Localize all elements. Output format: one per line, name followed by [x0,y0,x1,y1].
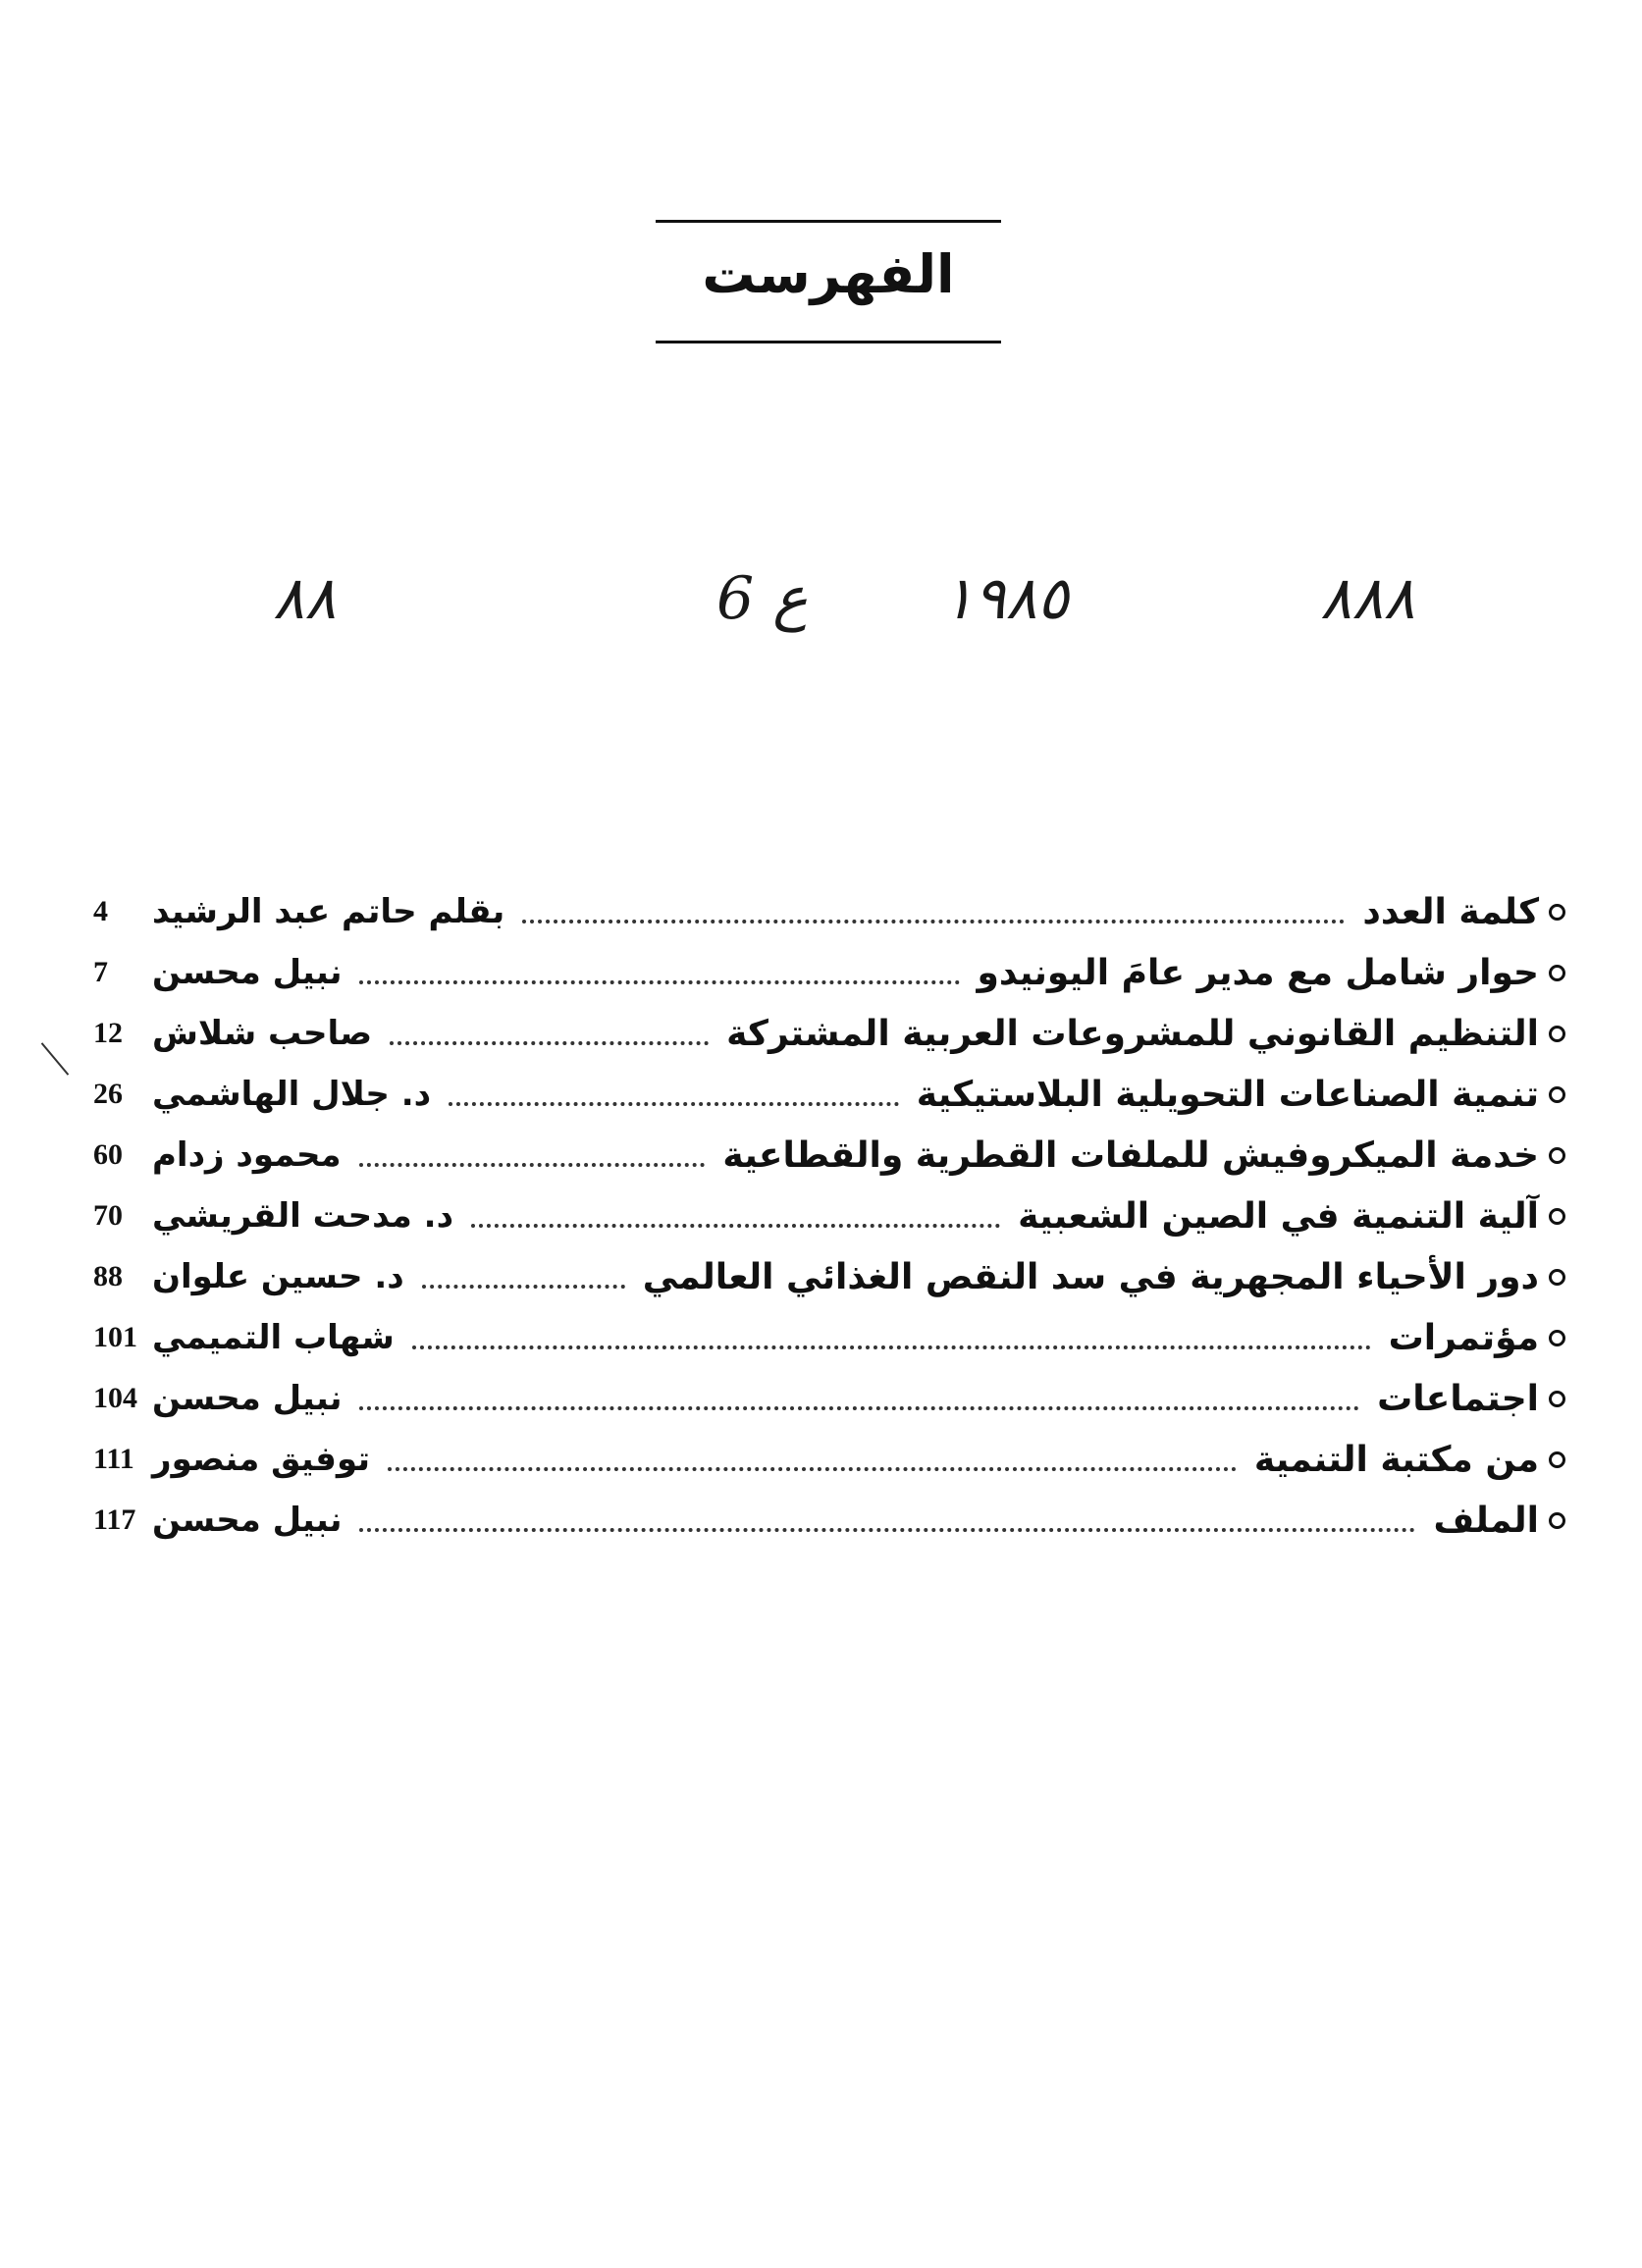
handwritten-note-part1: ٨٨٨ [1320,564,1415,633]
title-bottom-rule [656,341,1001,343]
table-of-contents [93,881,1565,1551]
toc-entry [93,1064,1565,1125]
toc-entry [93,1307,1565,1368]
bullet-circle-icon [1549,1451,1565,1468]
bullet-circle-icon [1549,965,1565,981]
toc-entry-author: توفيق منصور [152,1440,371,1479]
dot-leader [422,1285,625,1289]
page-title: الفهرست [702,243,955,305]
toc-entry [93,1368,1565,1429]
bullet-circle-icon [1549,1026,1565,1042]
dot-leader [359,1406,1359,1410]
toc-entry [93,1125,1565,1186]
toc-entry [93,1003,1565,1064]
toc-entry [93,942,1565,1003]
handwritten-note-part4: ٨٨ [273,564,337,633]
bullet-circle-icon [1549,1330,1565,1346]
toc-entry-title: حوار شامل مع مدير عامَ اليونيدو [977,952,1539,993]
toc-entry [93,881,1565,942]
toc-entry-title: خدمة الميكروفيش للملفات القطرية والقطاعية [722,1134,1539,1176]
toc-entry-author: نبيل محسن [152,953,343,992]
toc-entry-title: مؤتمرات [1388,1317,1539,1358]
toc-entry-title: التنظيم القانوني للمشروعات العربية المشتركة [726,1013,1539,1054]
bullet-circle-icon [1549,1391,1565,1407]
toc-entry-author: صاحب شلاش [152,1014,373,1053]
toc-entry-page: 60 [93,1138,123,1171]
toc-entry-page: 26 [93,1078,123,1110]
toc-entry-page: 88 [93,1260,123,1292]
handwritten-note-part3: ع 6 [716,564,809,633]
toc-entry-page: 4 [93,895,108,927]
toc-entry-title: كلمة العدد [1362,891,1539,932]
toc-entry-title: آلية التنمية في الصين الشعبية [1018,1195,1539,1237]
dot-leader [522,920,1345,923]
toc-entry-title: اجتماعات [1377,1378,1539,1419]
toc-entry-author: نبيل محسن [152,1501,343,1540]
dot-leader [471,1224,1000,1228]
toc-entry-page: 70 [93,1199,123,1232]
dot-leader [388,1467,1237,1471]
bullet-circle-icon [1549,1208,1565,1225]
toc-entry-page: 101 [93,1321,137,1353]
toc-entry-page: 104 [93,1382,137,1414]
toc-entry [93,1246,1565,1307]
toc-entry-page: 12 [93,1017,123,1049]
toc-entry-title: تنمية الصناعات التحويلية البلاستيكية [916,1074,1539,1115]
title-top-rule [656,220,1001,223]
dot-leader [449,1102,899,1106]
dot-leader [359,980,959,984]
bullet-circle-icon [1549,904,1565,921]
toc-entry [93,1490,1565,1551]
toc-entry-author: بقلم حاتم عبد الرشيد [152,892,505,931]
dot-leader [412,1345,1371,1349]
toc-entry-author: شهاب التميمي [152,1318,395,1357]
toc-entry-author: محمود زدام [152,1135,342,1175]
toc-entry-page: 117 [93,1503,136,1536]
toc-entry [93,1429,1565,1490]
toc-entry-title: الملف [1433,1500,1539,1541]
bullet-circle-icon [1549,1147,1565,1164]
toc-entry-page: 7 [93,956,108,988]
dot-leader [359,1528,1415,1532]
toc-entry-author: د. جلال الهاشمي [152,1075,432,1114]
toc-entry-author: د. مدحت القريشي [152,1196,454,1236]
toc-entry-author: د. حسين علوان [152,1257,404,1296]
dot-leader [390,1041,709,1045]
toc-entry-author: نبيل محسن [152,1379,343,1418]
bullet-circle-icon [1549,1269,1565,1286]
stray-pen-mark [41,1042,70,1075]
toc-entry-title: دور الأحياء المجهرية في سد النقص الغذائي العالمي [642,1256,1539,1297]
dot-leader [359,1163,706,1167]
toc-entry-page: 111 [93,1443,134,1475]
bullet-circle-icon [1549,1512,1565,1529]
bullet-circle-icon [1549,1086,1565,1103]
toc-entry [93,1186,1565,1246]
handwritten-note-part2: ١٩٨٥ [942,564,1069,633]
toc-entry-title: من مكتبة التنمية [1253,1439,1539,1480]
